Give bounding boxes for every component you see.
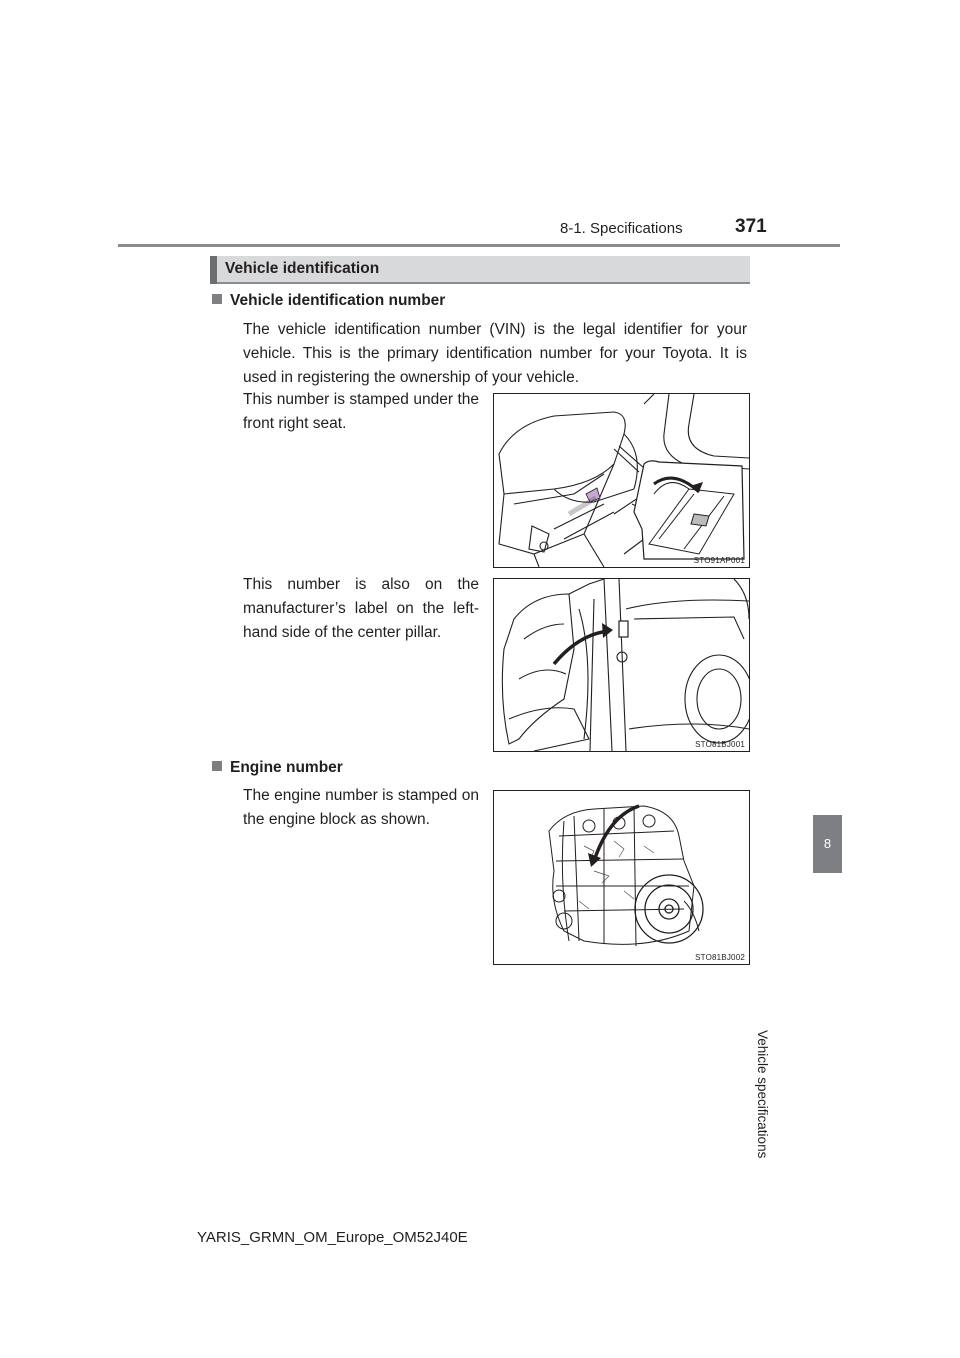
square-bullet-icon (212, 294, 222, 304)
engine-illustration (494, 791, 749, 964)
chapter-tab-label: Vehicle specifications (755, 1030, 770, 1159)
engine-heading (212, 759, 343, 777)
vin-intro-paragraph: The vehicle identification number (VIN) is the legal identifier for your vehicle. This is the primary identification number for your Toyota. It is used in registering the ownership of your vehicle. (243, 321, 747, 386)
figure-engine-number (493, 790, 750, 965)
figure-code: STO91AP001 (693, 556, 745, 565)
chapter-tab-number: 8 (823, 836, 832, 851)
seat-illustration (494, 394, 749, 567)
header-section-title: 8-1. Specifications (560, 220, 683, 237)
document-code: YARIS_GRMN_OM_Europe_OM52J40E (197, 1229, 468, 1246)
vin-heading-text: Vehicle identification number (230, 292, 446, 309)
chapter-tab[interactable] (813, 815, 842, 873)
figure-seat-vin (493, 393, 750, 568)
figure-pillar-label (493, 578, 750, 752)
car-door-illustration (494, 579, 749, 751)
vin-location-seat: This number is stamped under the front right seat. (243, 391, 479, 432)
title-marker (210, 256, 217, 284)
figure-code: STO81BJ001 (695, 740, 745, 749)
section-title: Vehicle identification (225, 260, 380, 277)
figure-code: STO81BJ002 (695, 953, 745, 962)
engine-heading-text: Engine number (230, 759, 343, 776)
vin-heading (212, 292, 445, 310)
vin-location-pillar: This number is also on the manufacturer’s label on the left-hand side of the center pillar. (243, 576, 479, 641)
square-bullet-icon (212, 761, 222, 771)
page-number: 371 (735, 216, 767, 237)
engine-location: The engine number is stamped on the engine block as shown. (243, 787, 479, 828)
section-title-bar (210, 256, 750, 284)
header-rule (118, 244, 840, 247)
